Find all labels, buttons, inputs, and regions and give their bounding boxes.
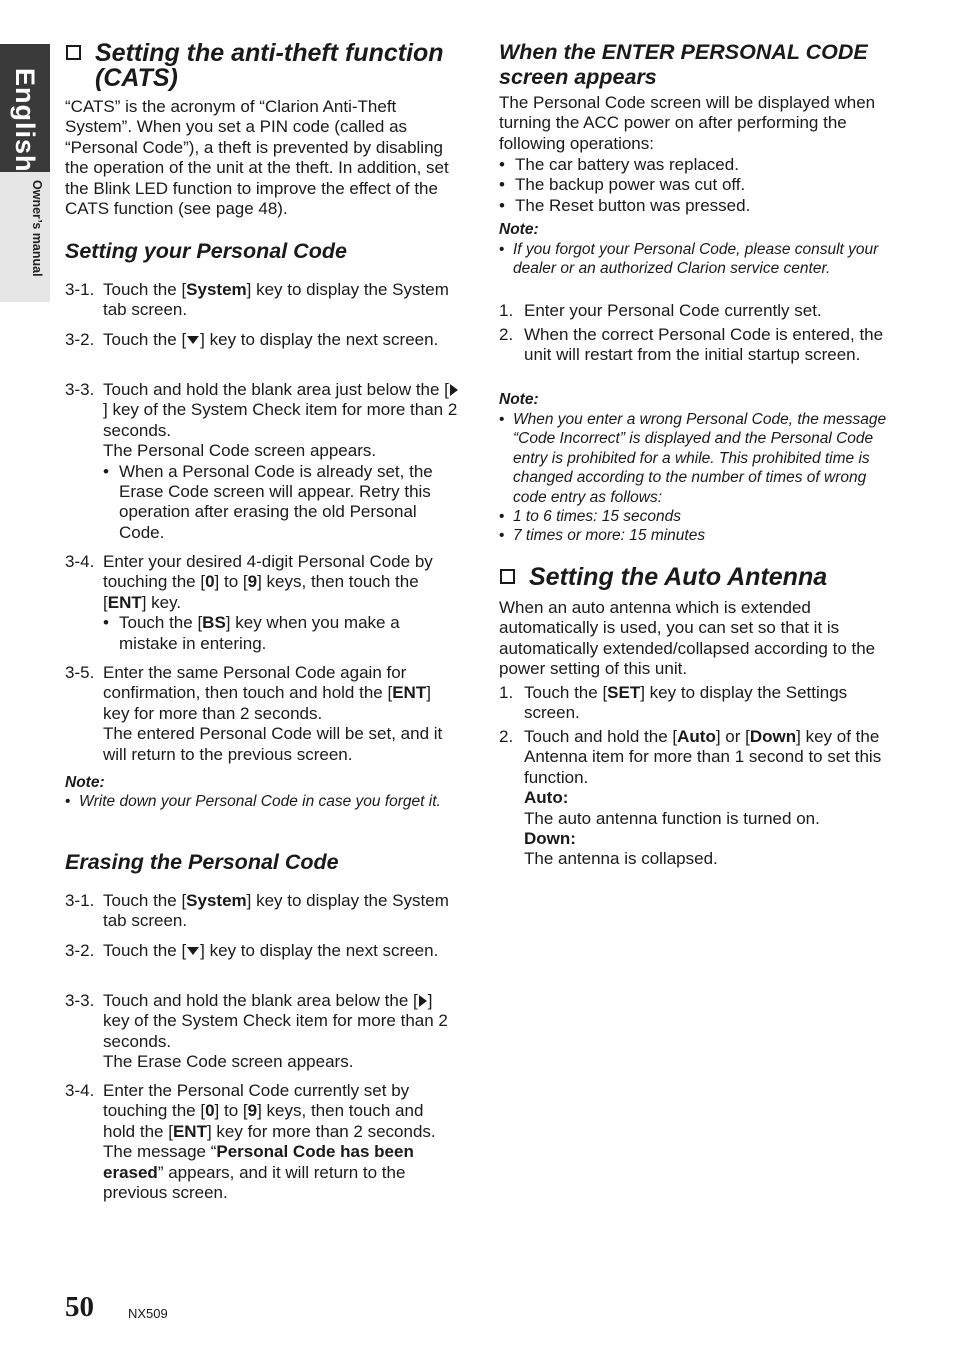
- enter-code-note2-label: Note:: [499, 391, 539, 408]
- enter-code-bullet-2: • The backup power was cut off.: [499, 175, 746, 194]
- setting-step-3-after: The Personal Code screen appears.: [103, 441, 377, 461]
- erasing-step-4-after: The message “Personal Code has been erased” appears, and it will return to the previous screen.: [103, 1142, 414, 1203]
- setting-step-5: 3-5. Enter the same Personal Code again for confirmation, then touch and hold the [ENT] key for more than 2 seconds. The entered Personal Code will be set, and it will return to the previous screen.: [65, 663, 460, 765]
- setting-step-5-text: Enter the same Personal Code again for confirmation, then touch and hold the [ENT] key for more than 2 seconds.: [103, 663, 431, 723]
- setting-step-2: 3-2. Touch the [ ] key to display the next screen.: [65, 330, 439, 349]
- right-arrow-icon: [419, 995, 427, 1007]
- manual-label: Owner’s manual: [30, 180, 44, 277]
- setting-step-4: 3-4. Enter your desired 4-digit Personal Code by touching the [0] to [9] keys, then touch the [ENT] key. • Touch the [BS] key when you make a mistake in entering.: [65, 552, 460, 654]
- auto-antenna-intro: When an auto antenna which is extended automatically is used, you can set so that it is automatically extended/collapsed according to the power setting of this unit.: [499, 598, 876, 679]
- erasing-step-4-text: Enter the Personal Code currently set by touching the [0] to [9] keys, then touch and hold the [ENT] key for more than 2 seconds.: [103, 1081, 436, 1141]
- setting-step-3: 3-3. Touch and hold the blank area just below the [] key of the System Check item for more than 2 seconds. The Personal Code screen appears. • When a Personal Code is already set, the Erase Code screen will appear. Retry this operation after erasing the old Personal Code.: [65, 380, 460, 543]
- enter-code-step-1: 1. Enter your Personal Code currently set.: [499, 301, 822, 320]
- right-arrow-icon: [450, 384, 458, 396]
- cats-heading: [65, 41, 460, 91]
- setting-step-4-text: Enter your desired 4-digit Personal Code by touching the [0] to [9] keys, then touch the [ENT] key.: [103, 552, 433, 612]
- auto-antenna-step-1: 1. Touch the [SET] key to display the Settings screen.: [499, 683, 848, 723]
- erasing-step-3: 3-3. Touch and hold the blank area below the [ ] key of the System Check item for more than 2 seconds. The Erase Code screen appears.: [65, 991, 460, 1073]
- language-label: English: [10, 68, 40, 173]
- checkbox-icon: [66, 45, 81, 60]
- enter-code-note1: • If you forgot your Personal Code, please consult your dealer or an authorized Clarion service center.: [499, 241, 879, 278]
- auto-antenna-heading: [499, 565, 894, 590]
- cats-intro: “CATS” is the acronym of “Clarion Anti-Theft System”. When you set a PIN code (called as “Personal Code”), a theft is prevented by disabling the operation of the unit at the theft. In addition, set the Blink LED function to improve the effect of the CATS function (see page 48).: [65, 97, 449, 219]
- auto-antenna-step-2-text: Touch and hold the [Auto] or [Down] key of the Antenna item for more than 1 second to set this function.: [524, 727, 882, 787]
- setting-note: • Write down your Personal Code in case you forget it.: [65, 793, 441, 810]
- setting-step-3-bullet: • When a Personal Code is already set, the Erase Code screen will appear. Retry this operation after erasing the old Personal Code.: [103, 461, 433, 542]
- option-down-desc: The antenna is collapsed.: [524, 849, 718, 869]
- setting-step-1: 3-1. Touch the [System] key to display the System tab screen.: [65, 280, 449, 320]
- erasing-step-1-text: Touch the [System] key to display the System tab screen.: [103, 891, 449, 931]
- setting-step-3-text: Touch and hold the blank area just below the [] key of the System Check item for more than 2 seconds.: [103, 380, 458, 440]
- erasing-step-4: 3-4. Enter the Personal Code currently set by touching the [0] to [9] keys, then touch and hold the [ENT] key for more than 2 seconds. The message “Personal Code has been erased” appears, and it will return to the previous screen.: [65, 1081, 460, 1203]
- setting-step-2-text: Touch the [ ] key to display the next screen.: [103, 330, 439, 349]
- erasing-step-2-text: Touch the [ ] key to display the next screen.: [103, 941, 439, 960]
- option-auto-label: Auto:: [524, 788, 569, 808]
- setting-step-4-bullet: • Touch the [BS] key when you make a mistake in entering.: [103, 613, 400, 653]
- enter-code-step-2: 2. When the correct Personal Code is entered, the unit will restart from the initial startup screen.: [499, 325, 884, 365]
- setting-step-1-text: Touch the [System] key to display the System tab screen.: [103, 280, 449, 320]
- page-number: 50: [65, 1291, 94, 1323]
- down-arrow-icon: [187, 947, 199, 955]
- auto-antenna-step-2: 2. Touch and hold the [Auto] or [Down] key of the Antenna item for more than 1 second to set this function. Auto: The auto antenna function is turned on. Down: The antenna is collapsed.: [499, 727, 894, 870]
- auto-antenna-title: Setting the Auto Antenna: [529, 563, 828, 591]
- erasing-code-heading: Erasing the Personal Code: [65, 850, 339, 874]
- down-arrow-icon: [187, 336, 199, 344]
- setting-code-heading: Setting your Personal Code: [65, 239, 347, 263]
- enter-code-bullet-1: • The car battery was replaced.: [499, 155, 739, 174]
- enter-code-note1-label: Note:: [499, 221, 539, 238]
- setting-note-label: Note:: [65, 774, 105, 791]
- enter-code-bullet-3: • The Reset button was pressed.: [499, 196, 751, 215]
- enter-code-note2-item-1: • When you enter a wrong Personal Code, the message “Code Incorrect” is displayed and the Personal Code entry is prohibited for a while. This prohibited time is changed according to the number of times of wrong code entry as follows:: [499, 411, 887, 506]
- option-auto-desc: The auto antenna function is turned on.: [524, 808, 820, 828]
- option-down-label: Down:: [524, 829, 576, 849]
- checkbox-icon: [500, 569, 515, 584]
- erasing-step-3-text: Touch and hold the blank area below the [ ] key of the System Check item for more than 2 seconds.: [103, 991, 448, 1051]
- enter-code-note2-item-2: • 1 to 6 times: 15 seconds: [499, 508, 682, 525]
- model-number: NX509: [128, 1306, 168, 1321]
- auto-antenna-step-1-text: Touch the [SET] key to display the Settings screen.: [524, 683, 848, 723]
- setting-step-5-after: The entered Personal Code will be set, and it will return to the previous screen.: [103, 724, 443, 764]
- erasing-step-3-after: The Erase Code screen appears.: [103, 1052, 354, 1072]
- enter-code-heading: When the ENTER PERSONAL CODE screen appears: [499, 40, 868, 89]
- side-tab: [0, 44, 50, 302]
- enter-code-intro: The Personal Code screen will be displayed when turning the ACC power on after performing the following operations:: [499, 93, 876, 153]
- erasing-step-1: 3-1. Touch the [System] key to display the System tab screen.: [65, 891, 449, 931]
- cats-title: Setting the anti-theft function (CATS): [95, 39, 444, 92]
- enter-code-note2-item-3: • 7 times or more: 15 minutes: [499, 527, 706, 544]
- erasing-step-2: 3-2. Touch the [ ] key to display the next screen.: [65, 941, 439, 960]
